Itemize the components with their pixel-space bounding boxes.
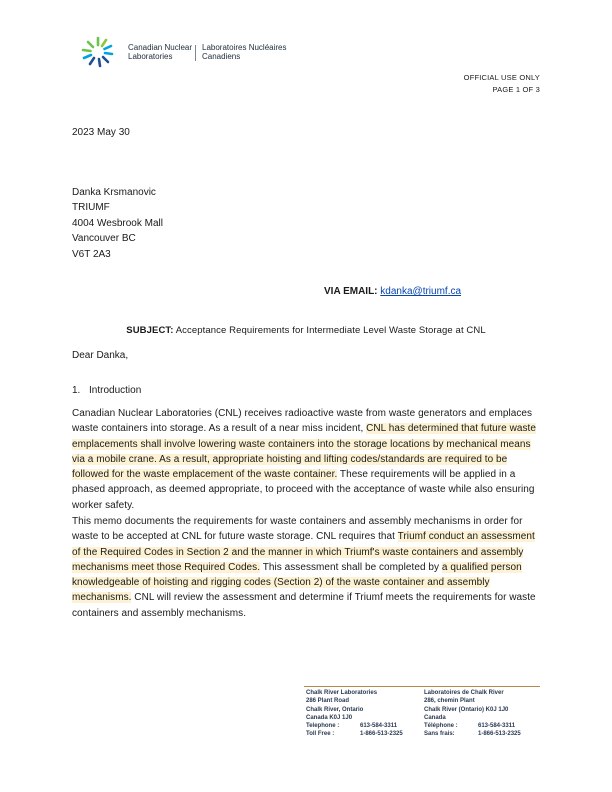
address-line: TRIUMF [72,202,110,214]
highlighted-text: a qualified person knowledgeable of hoisting and rigging codes (Section 2) of the waste container and assembly mechanisms. [72,561,522,604]
footer-tollfree-label: Sans frais: [424,731,455,738]
footer-city: Chalk River (Ontario) K0J 1J0 [424,706,509,713]
via-email-line [324,286,461,297]
recipient-address [72,185,163,262]
paragraph-text: This assessment shall be completed by [260,561,442,573]
paragraph-requirements [72,514,542,621]
cnl-starburst-icon [78,36,118,68]
footer-postal: Canada [424,714,446,721]
footer-divider [304,686,540,687]
via-email-label: VIA EMAIL: [324,286,378,297]
salutation: Dear Danka, [72,350,129,361]
cnl-logo [78,36,308,68]
footer-street: 286, chemin Plant [424,698,475,705]
paragraph-text: Canadian Nuclear Laboratories (CNL) receives radioactive waste from waste generators and emplaces waste containers into storage. As a result of a near miss incident, [72,408,533,435]
email-link[interactable]: kdanka@triumf.ca [380,286,462,297]
classification-label: OFFICIAL USE ONLY [463,73,540,82]
footer-phone: 613-584-3311 [360,723,398,730]
page-number: PAGE 1 OF 3 [492,85,540,94]
footer-tollfree-row [424,730,521,738]
address-line: V6T 2A3 [72,248,111,260]
paragraph-text: CNL will review the assessment and determine if Triumf meets the requirements for waste containers and assembly mechanisms. [72,592,536,619]
footer-tollfree: 1-866-513-2325 [360,731,403,738]
highlighted-text: CNL has determined that future waste emplacements shall involve lowering waste containers into the storage locations by mechanical means via a mobile crane. As a result, appropriate hoisting and lifting codes/standards are required to be followed for the waste emplacement of the waste container. [72,423,536,481]
footer-phone-label: Téléphone : [424,723,458,730]
letter-date: 2023 May 30 [72,127,130,138]
subject-label: SUBJECT: [126,325,174,336]
section-number: 1. [72,385,81,396]
footer-org-name: Chalk River Laboratories [306,690,378,696]
paragraph-intro [72,406,542,513]
section-title: Introduction [89,385,142,396]
highlighted-text: Triumf conduct an assessment of the Required Codes in Section 2 and the manner in which Triumf's waste containers and assembly mechanisms meet those Required Codes. [72,531,535,573]
footer-postal: Canada K0J 1J0 [306,714,353,721]
footer-tollfree-label: Toll Free : [306,731,335,738]
logo-text-french: Laboratoires Nucléaires Canadiens [202,43,287,61]
subject-text: Acceptance Requirements for Intermediate Level Waste Storage at CNL [175,325,486,336]
footer-org-name: Laboratoires de Chalk River [424,690,504,696]
footer-phone-row [306,722,403,730]
footer-phone-label: Telephone : [306,723,340,730]
subject-line [0,325,612,336]
section-heading [72,385,141,396]
footer-phone: 613-584-3311 [478,723,516,730]
document-header-right [464,72,540,96]
logo-divider [195,45,196,61]
footer-address-english [306,689,403,739]
footer-address-french [424,689,521,739]
address-line: Vancouver BC [72,233,136,245]
footer-phone-row [424,722,521,730]
paragraph-text: These requirements will be applied in a phased approach, as deemed appropriate, to proceed with the acceptance of waste while also ensuring worker safety. [72,469,535,511]
footer-street: 286 Plant Road [306,698,350,705]
address-line: 4004 Wesbrook Mall [72,217,163,229]
paragraph-text: This memo documents the requirements for waste containers and assembly mechanisms in order for waste to be accepted at CNL for future waste storage. CNL requires that [72,516,523,543]
footer-city: Chalk River, Ontario [306,706,364,713]
address-line: Danka Krsmanovic [72,187,156,198]
footer-tollfree: 1-866-513-2325 [478,731,521,738]
footer-tollfree-row [306,730,403,738]
logo-text-english: Canadian Nuclear Laboratories [128,43,193,61]
